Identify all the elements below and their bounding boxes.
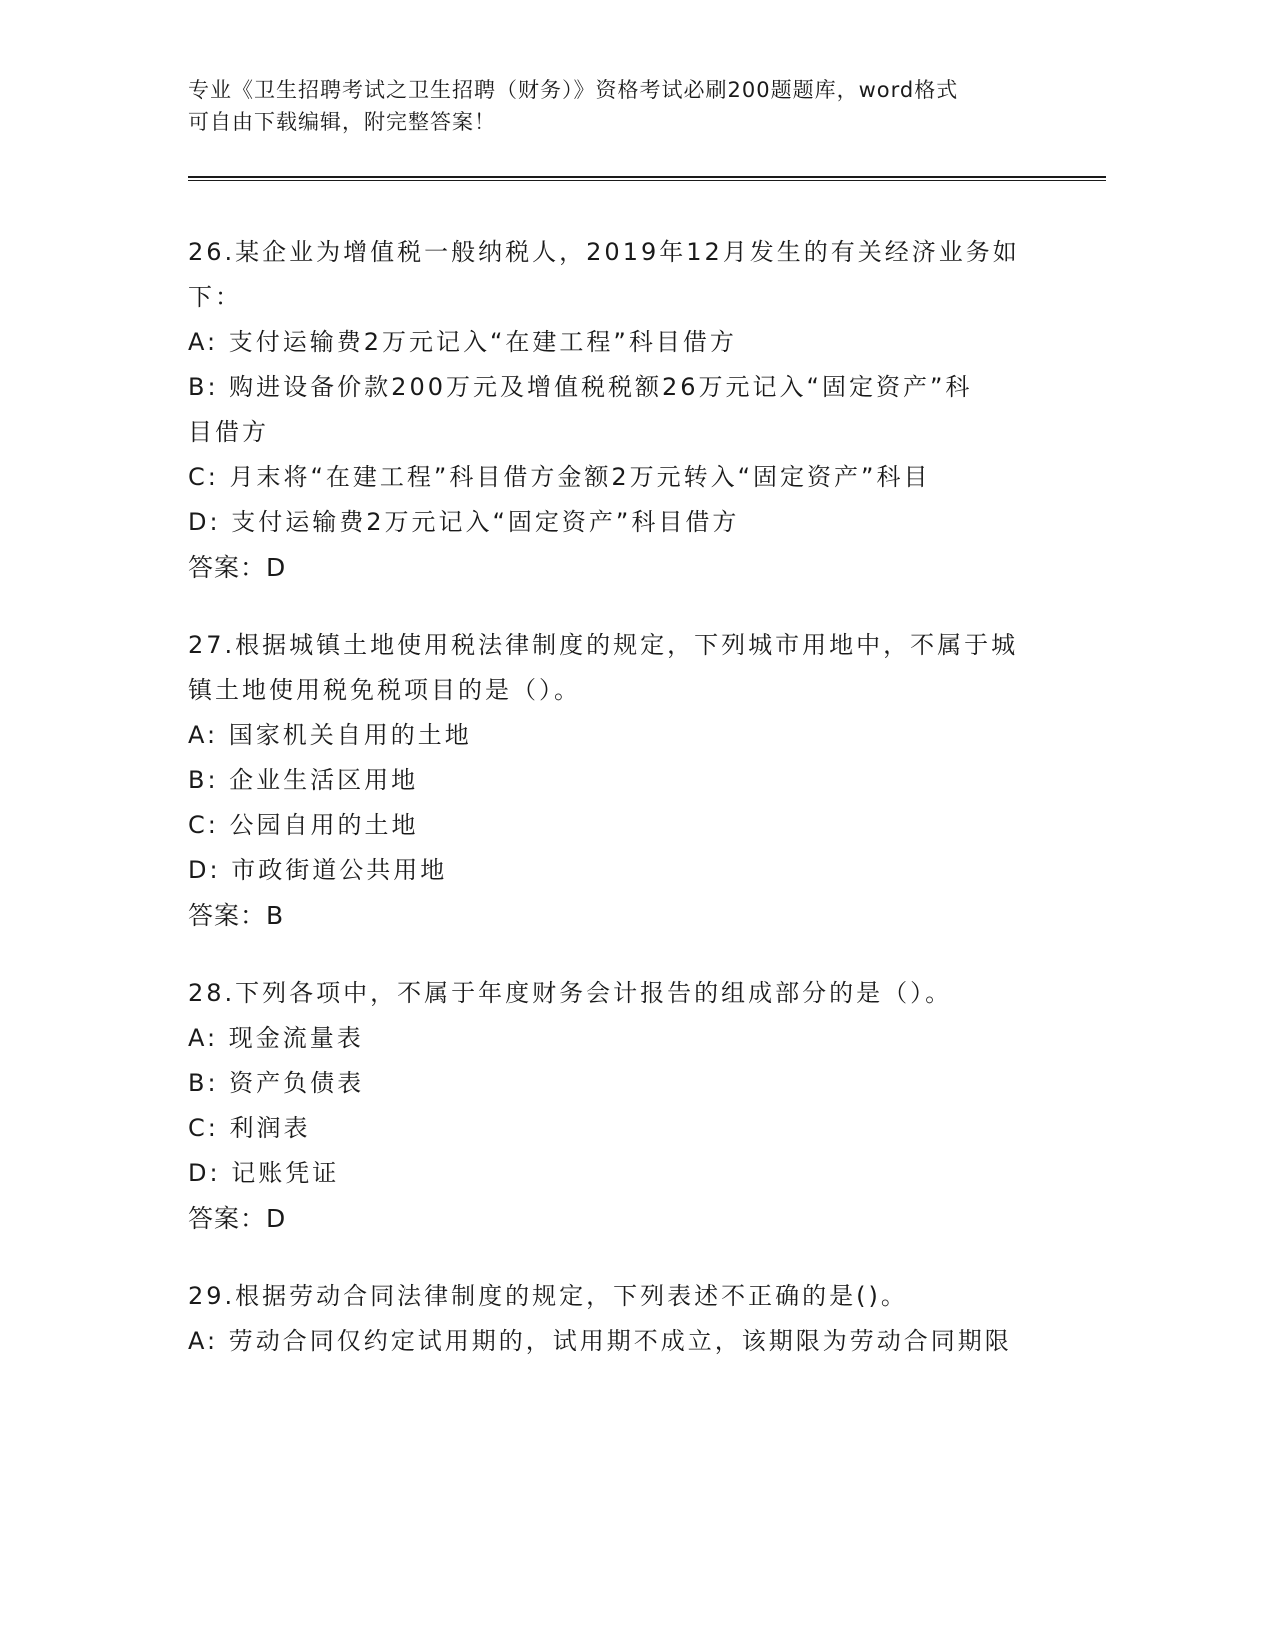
header-line-2: 可自由下载编辑，附完整答案！ [188,110,496,134]
question-29 [188,1274,1088,1364]
question-text: 下： [188,283,242,311]
option-a: A: 现金流量表 [188,1024,364,1052]
question-text: 镇土地使用税免税项目的是（）。 [188,676,581,704]
question-list [188,230,1088,1396]
question-text: 29.根据劳动合同法律制度的规定，下列表述不正确的是()。 [188,1282,908,1310]
option-d: D: 市政街道公共用地 [188,856,448,884]
option-b-continued: 目借方 [188,418,269,446]
question-text: 27.根据城镇土地使用税法律制度的规定，下列城市用地中，不属于城 [188,631,1019,659]
option-a: A: 国家机关自用的土地 [188,721,472,749]
option-b: B: 购进设备价款200万元及增值税税额26万元记入“固定资产”科 [188,373,973,401]
header-divider [188,176,1106,181]
question-text: 26.某企业为增值税一般纳税人，2019年12月发生的有关经济业务如 [188,238,1020,266]
question-28 [188,971,1088,1242]
option-d: D: 支付运输费2万元记入“固定资产”科目借方 [188,508,740,536]
option-d: D: 记账凭证 [188,1159,340,1187]
answer-label: 答案：D [188,553,287,582]
question-27 [188,623,1088,939]
option-c: C: 公园自用的土地 [188,811,419,839]
option-c: C: 月末将“在建工程”科目借方金额2万元转入“固定资产”科目 [188,463,931,491]
option-c: C: 利润表 [188,1114,311,1142]
answer-label: 答案：D [188,1204,287,1233]
header-line-1: 专业《卫生招聘考试之卫生招聘（财务）》资格考试必刷200题题库，word格式 [188,78,959,102]
question-text: 28.下列各项中，不属于年度财务会计报告的组成部分的是（）。 [188,979,953,1007]
document-header [188,74,1088,138]
question-26 [188,230,1088,591]
option-b: B: 企业生活区用地 [188,766,419,794]
option-a: A: 支付运输费2万元记入“在建工程”科目借方 [188,328,737,356]
option-b: B: 资产负债表 [188,1069,365,1097]
option-a: A: 劳动合同仅约定试用期的，试用期不成立，该期限为劳动合同期限 [188,1327,1012,1355]
answer-label: 答案：B [188,901,285,930]
